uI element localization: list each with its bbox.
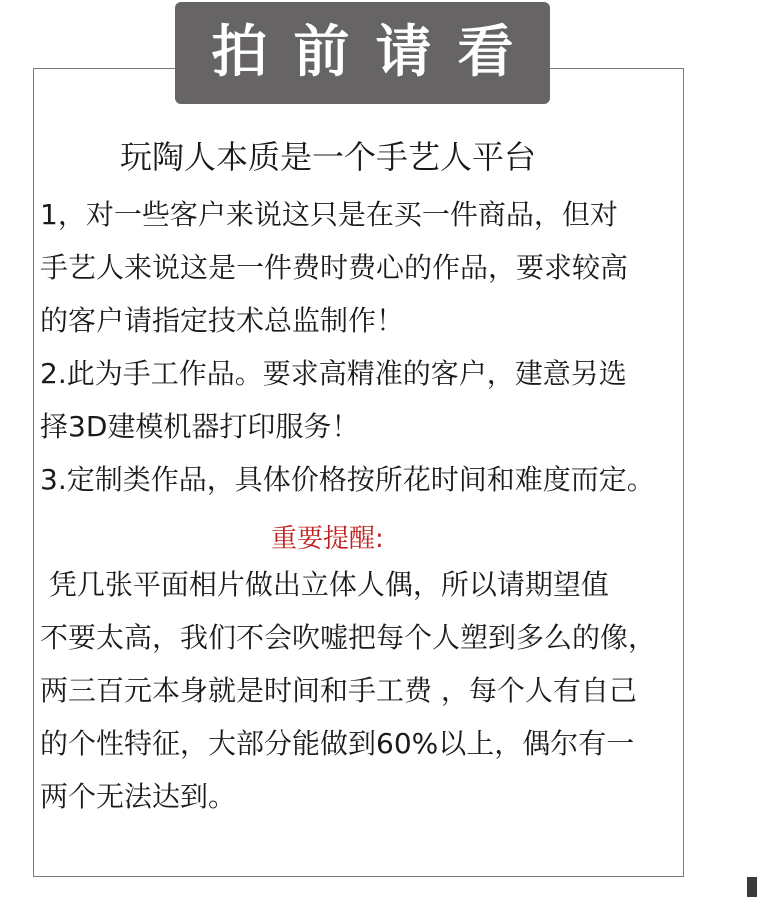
reminder-title: 重要提醒: [271, 524, 384, 554]
note-line: 的客户请指定技术总监制作！ [40, 304, 405, 337]
reminder-line: 凭几张平面相片做出立体人偶，所以请期望值 [40, 568, 609, 601]
note-line: 3.定制类作品，具体价格按所花时间和难度而定。 [40, 463, 655, 496]
reminder-line: 两个无法达到。 [40, 780, 237, 813]
reminder-line: 两三百元本身就是时间和手工费 ，每个人有自己 [40, 674, 637, 707]
corner-mark [747, 877, 757, 897]
reminder-line: 不要太高，我们不会吹嘘把每个人塑到多么的像， [40, 621, 657, 654]
note-line: 2.此为手工作品。要求高精准的客户，建意另选 [40, 357, 627, 390]
reminder-line: 的个性特征，大部分能做到60%以上，偶尔有一 [40, 727, 635, 760]
header-banner [175, 2, 550, 104]
subtitle: 玩陶人本质是一个手艺人平台 [120, 138, 537, 176]
note-line: 手艺人来说这是一件费时费心的作品，要求较高 [40, 251, 629, 284]
note-line: 择3D建模机器打印服务！ [40, 410, 360, 443]
banner-title: 拍前请看 [211, 20, 540, 85]
note-line: 1，对一些客户来说这只是在买一件商品，但对 [40, 198, 618, 231]
